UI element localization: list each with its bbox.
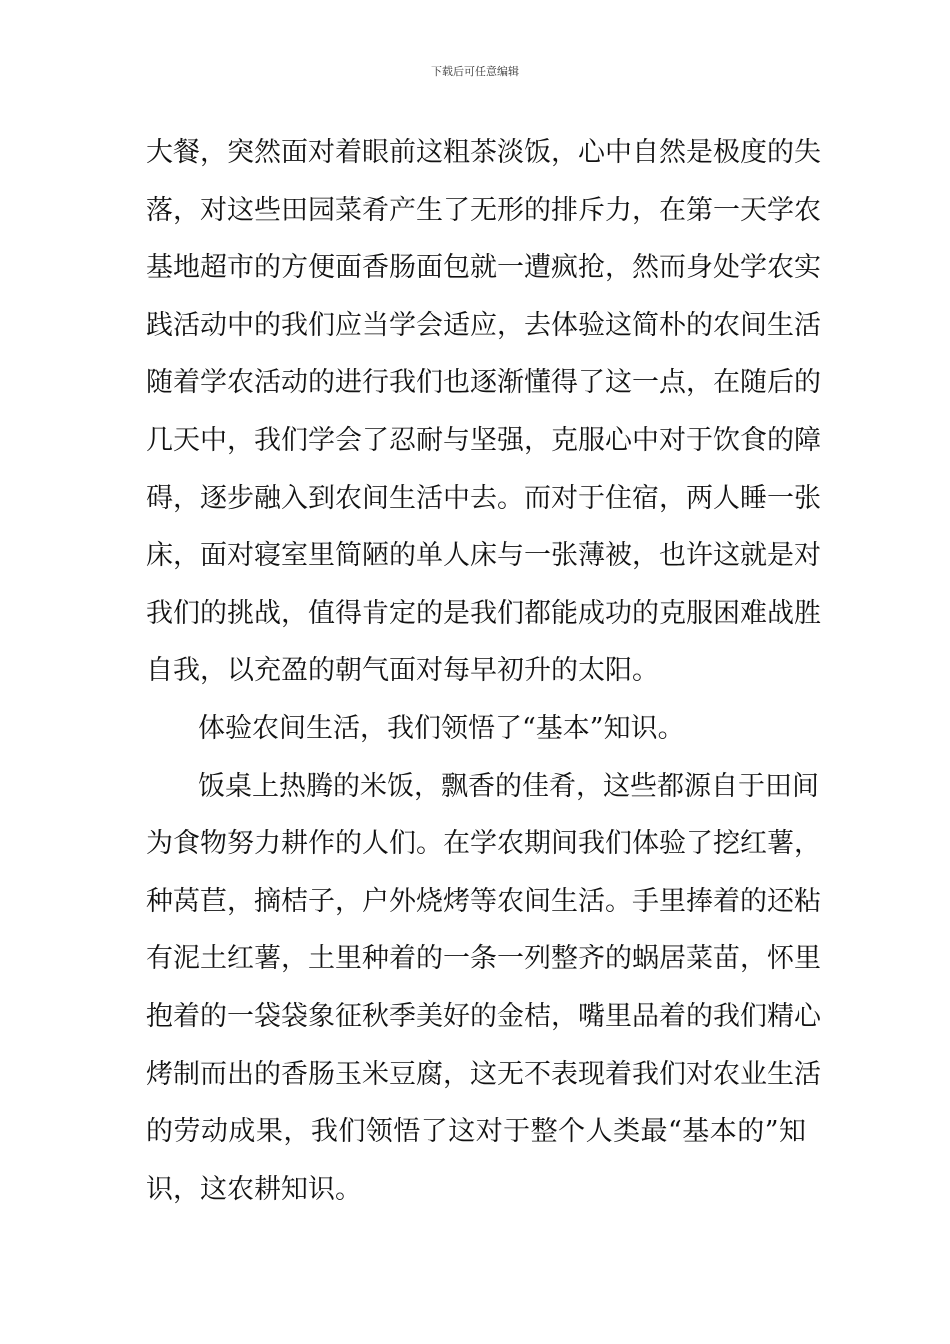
paragraph-line: 有泥土红薯，土里种着的一条一列整齐的蜗居菜苗，怀里 — [146, 943, 821, 975]
document-body — [146, 124, 821, 1218]
paragraph-line: 碍，逐步融入到农间生活中去。而对于住宿，两人睡一张 — [146, 482, 821, 514]
paragraph-line: 大餐，突然面对着眼前这粗茶淡饭，心中自然是极度的失 — [146, 137, 821, 168]
paragraph-line: 种莴苣，摘桔子，户外烧烤等农间生活。手里捧着的还粘 — [146, 885, 821, 917]
paragraph-line: 我们的挑战，值得肯定的是我们都能成功的克服困难战胜 — [146, 597, 821, 629]
paragraph-line: 几天中，我们学会了忍耐与坚强，克服心中对于饮食的障 — [146, 424, 821, 456]
paragraph-line: 自我，以充盈的朝气面对每早初升的太阳。 — [146, 655, 659, 687]
page-header: 下载后可任意编辑 — [431, 65, 519, 78]
paragraph-line: 落，对这些田园菜肴产生了无形的排斥力，在第一天学农 — [146, 194, 821, 226]
paragraph-line: 抱着的一袋袋象征秋季美好的金桔，嘴里品着的我们精心 — [146, 1000, 821, 1032]
paragraph-line: 的劳动成果，我们领悟了这对于整个人类最“基本的”知 — [146, 1116, 806, 1148]
paragraph-line: 识，这农耕知识。 — [146, 1173, 362, 1205]
paragraph-line: 为食物努力耕作的人们。在学农期间我们体验了挖红薯， — [146, 828, 821, 860]
paragraph-line: 随着学农活动的进行我们也逐渐懂得了这一点，在随后的 — [146, 367, 821, 399]
section-heading-line: 体验农间生活，我们领悟了“基本”知识。 — [198, 712, 685, 744]
paragraph-line: 饭桌上热腾的米饭，飘香的佳肴，这些都源自于田间 — [198, 770, 819, 802]
paragraph-line: 烤制而出的香肠玉米豆腐，这无不表现着我们对农业生活 — [146, 1058, 821, 1090]
paragraph-line: 践活动中的我们应当学会适应，去体验这简朴的农间生活 — [146, 309, 821, 341]
paragraph-line: 床，面对寝室里简陋的单人床与一张薄被，也许这就是对 — [146, 540, 821, 572]
paragraph-line: 基地超市的方便面香肠面包就一遭疯抢，然而身处学农实 — [146, 252, 821, 284]
